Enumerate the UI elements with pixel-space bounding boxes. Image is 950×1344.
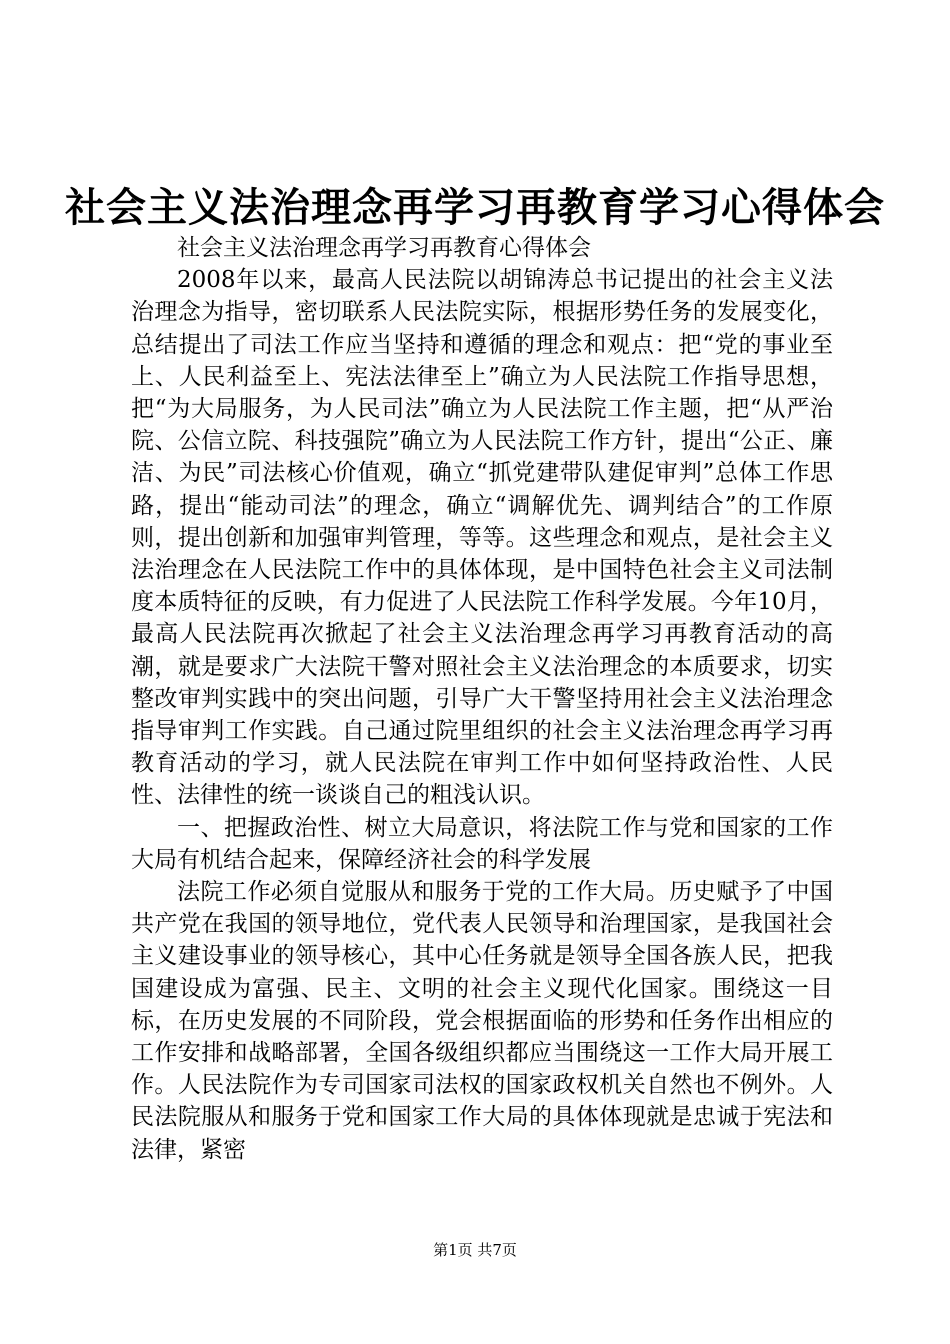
page-footer: 第1页 共7页: [433, 1241, 517, 1259]
subtitle-paragraph: 社会主义法治理念再学习再教育心得体会: [177, 235, 591, 261]
document-body: [131, 232, 833, 1166]
document-title: 社会主义法治理念再学习再教育学习心得体会: [65, 184, 885, 231]
body-paragraph: 法院工作必须自觉服从和服务于党的工作大局。历史赋予了中国共产党在我国的领导地位，党代表人民领导和治理国家，是我国社会主义建设事业的领导核心，其中心任务就是领导全国各族人民，把我国建设成为富强、民主、文明的社会主义现代化国家。围绕这一目标，在历史发展的不同阶段，党会根据面临的形势和任务作出相应的工作安排和战略部署，全国各级组织都应当围绕这一工作大局开展工作。人民法院作为专司国家司法权的国家政权机关自然也不例外。人民法院服从和服务于党和国家工作大局的具体体现就是忠诚于宪法和法律，紧密: [131, 879, 833, 1163]
body-paragraph: 2008年以来，最高人民法院以胡锦涛总书记提出的社会主义法治理念为指导，密切联系人民法院实际，根据形势任务的发展变化，总结提出了司法工作应当坚持和遵循的理念和观点：把“党的事业至上、人民利益至上、宪法法律至上”确立为人民法院工作指导思想，把“为大局服务，为人民司法”确立为人民法院工作主题，把“从严治院、公信立院、科技强院”确立为人民法院工作方针，提出“公正、廉洁、为民”司法核心价值观，确立“抓党建带队建促审判”总体工作思路，提出“能动司法”的理念，确立“调解优先、调判结合”的工作原则，提出创新和加强审判管理，等等。这些理念和观点，是社会主义法治理念在人民法院工作中的具体体现，是中国特色社会主义司法制度本质特征的反映，有力促进了人民法院工作科学发展。今年10月，最高人民法院再次掀起了社会主义法治理念再学习再教育活动的高潮，就是要求广大法院干警对照社会主义法治理念的本质要求，切实整改审判实践中的突出问题，引导广大干警坚持用社会主义法治理念指导审判工作实践。自己通过院里组织的社会主义法治理念再学习再教育活动的学习，就人民法院在审判工作中如何坚持政治性、人民性、法律性的统一谈谈自己的粗浅认识。: [131, 267, 833, 809]
section-heading-paragraph: 一、把握政治性、树立大局意识，将法院工作与党和国家的工作大局有机结合起来，保障经济社会的科学发展: [131, 814, 833, 873]
